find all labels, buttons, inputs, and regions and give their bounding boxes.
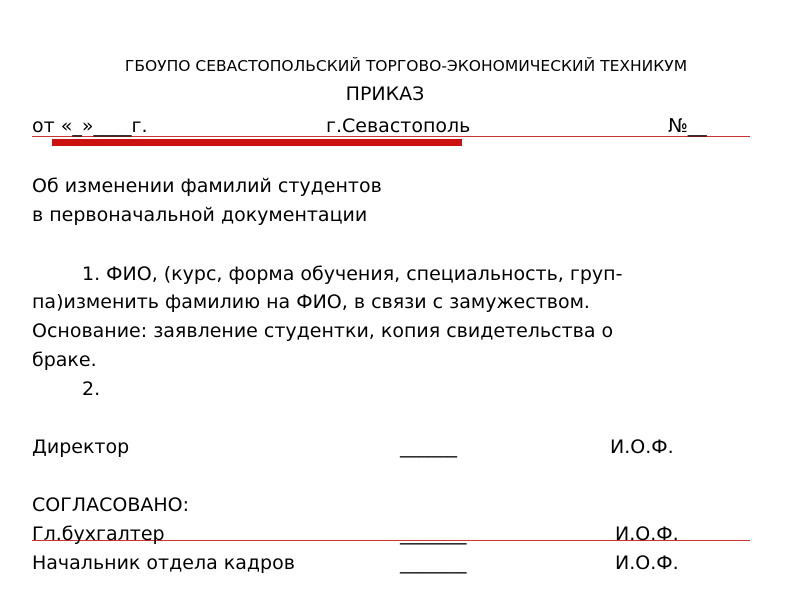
header-rule-accent (52, 139, 462, 146)
organization-name: ГБОУПО СЕВАСТОПОЛЬСКИЙ ТОРГОВО-ЭКОНОМИЧЕСКИЙ ТЕХНИКУМ (124, 57, 688, 75)
item-2: 2. (82, 378, 101, 400)
city-label: г.Севастополь (326, 115, 471, 137)
hr-signature-line: _______ (400, 552, 467, 574)
director-signature-line: ______ (400, 436, 457, 458)
item-1-line-1: 1. ФИО, (курс, форма обучения, специальность, груп- (82, 263, 623, 285)
hr-label: Начальник отдела кадров (32, 552, 295, 574)
subject-line-2: в первоначальной документации (32, 204, 368, 226)
hr-name: И.О.Ф. (615, 552, 679, 574)
accountant-label: Гл.бухгалтер (32, 523, 165, 545)
basis-line-2: браке. (32, 349, 97, 371)
date-field: от «_»____г. (32, 115, 148, 137)
accountant-signature-line: _______ (400, 523, 467, 545)
approved-label: СОГЛАСОВАНО: (32, 494, 189, 516)
director-label: Директор (32, 436, 130, 458)
basis-line-1: Основание: заявление студентки, копия свидетельства о (32, 320, 614, 342)
item-1-line-2: па)изменить фамилию на ФИО, в связи с замужеством. (32, 291, 590, 313)
accountant-name: И.О.Ф. (615, 523, 679, 545)
document-title: ПРИКАЗ (345, 83, 425, 105)
director-name: И.О.Ф. (610, 436, 674, 458)
order-number-field: №__ (668, 115, 707, 137)
subject-line-1: Об изменении фамилий студентов (32, 175, 382, 197)
